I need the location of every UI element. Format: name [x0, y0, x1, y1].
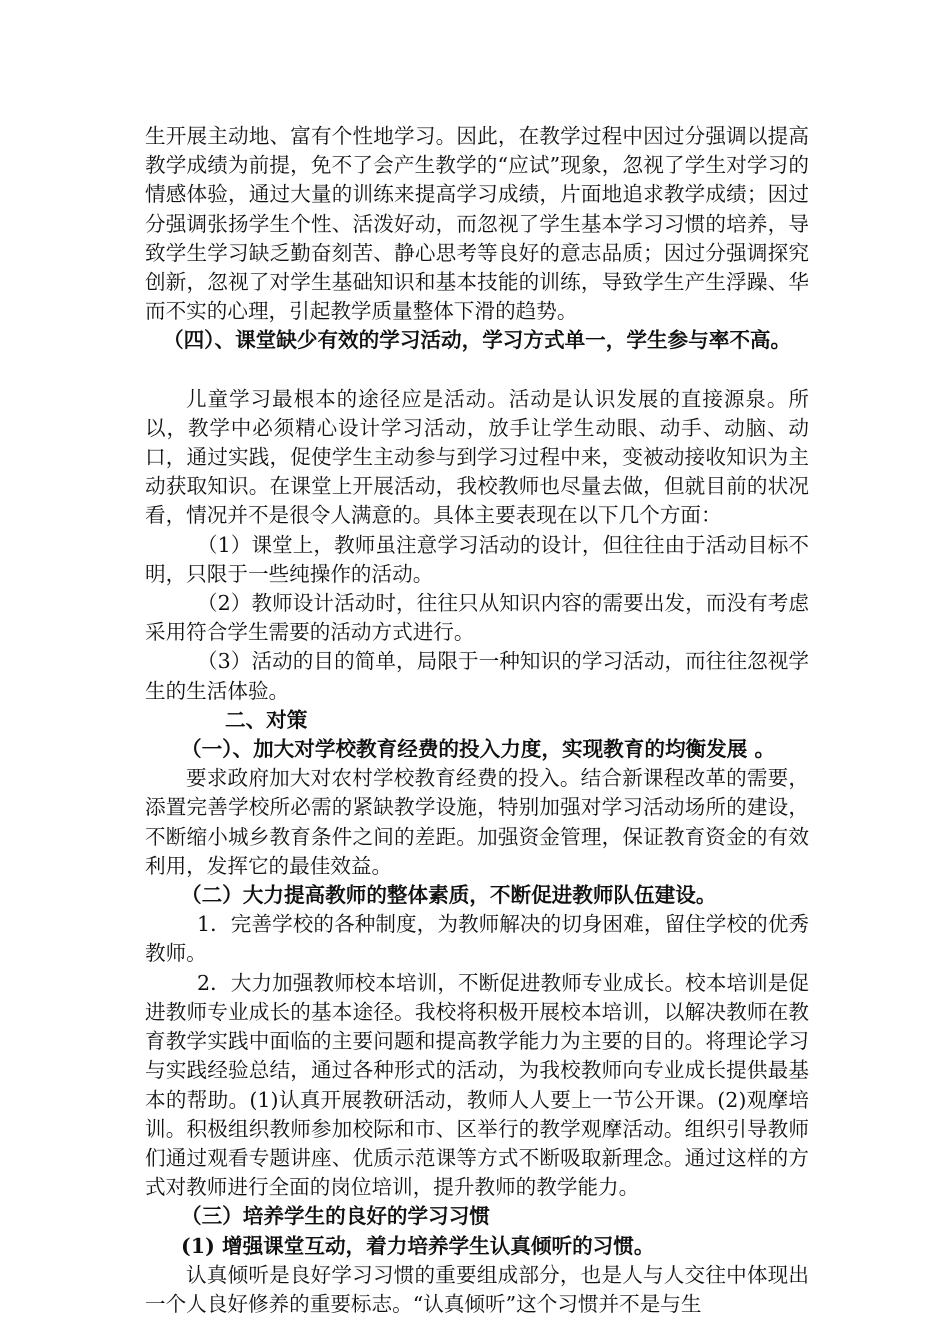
- list-item-2: （2）教师设计活动时，往往只从知识内容的需要出发，而没有考虑采用符合学生需要的活动方式进行。: [145, 591, 809, 645]
- heading-teachers: （二）大力提高教师的整体素质，不断促进教师队伍建设。: [181, 883, 717, 908]
- document-page: [145, 122, 809, 1319]
- paragraph-intro: 生开展主动地、富有个性地学习。因此，在教学过程中因过分强调以提高教学成绩为前提，免不了会产生教学的“应试”现象，忽视了学生对学习的情感体验，通过大量的训练来提高学习成绩，片面地追求教学成绩；因过分强调张扬学生个性、活泼好动，而忽视了学生基本学习习惯的培养，导致学生学习缺乏勤奋刻苦、静心思考等良好的意志品质；因过分强调探究创新，忽视了对学生基础知识和基本技能的训练，导致学生产生浮躁、华而不实的心理，引起教学质量整体下滑的趋势。: [145, 124, 809, 324]
- blank-line: [145, 356, 809, 385]
- paragraph-listening: 认真倾听是良好学习习惯的重要组成部分，也是人与人交往中体现出一个人良好修养的重要标志。“认真倾听”这个习惯并不是与生: [145, 1262, 809, 1316]
- list-item-teachers-2: 2．大力加强教师校本培训，不断促进教师专业成长。校本培训是促进教师专业成长的基本途径。我校将积极开展校本培训，以解决教师在教育教学实践中面临的主要问题和提高教学能力为主要的目的。将理论学习与实践经验总结，通过各种形式的活动，为我校教师向专业成长提供最基本的帮助。(1)认真开展教研活动，教师人人要上一节公开课。(2)观摩培训。积极组织教师参加校际和市、区举行的教学观摩活动。组织引导教师们通过观看专题讲座、优质示范课等方式不断吸取新理念。通过这样的方式对教师进行全面的岗位培训，提升教师的教学能力。: [145, 970, 809, 1200]
- list-item-1: （1）课堂上，教师虽注意学习活动的设计，但往往由于活动目标不明，只限于一些纯操作的活动。: [145, 532, 809, 586]
- subheading-listening: (1) 增强课堂互动，着力培养学生认真倾听的习惯。: [181, 1233, 655, 1258]
- heading-section-4: （四）、课堂缺少有效的学习活动，学习方式单一，学生参与率不高。: [163, 328, 792, 353]
- paragraph-activities: 儿童学习最根本的途径应是活动。活动是认识发展的直接源泉。所以，教学中必须精心设计学习活动，放手让学生动眼、动手、动脑、动口，通过实践，促使学生主动参与到学习过程中来，变被动接收知识为主动获取知识。在课堂上开展活动，我校教师也尽量去做，但就目前的状况看，情况并不是很令人满意的。具体主要表现在以下几个方面：: [145, 386, 809, 528]
- paragraph-funding: 要求政府加大对农村学校教育经费的投入。结合新课程改革的需要，添置完善学校所必需的紧缺教学设施，特别加强对学习活动场所的建设，不断缩小城乡教育条件之间的差距。加强资金管理，保证教育资金的有效利用，发挥它的最佳效益。: [145, 766, 809, 878]
- list-item-3: （3）活动的目的简单，局限于一种知识的学习活动，而往往忽视学生的生活体验。: [145, 649, 809, 703]
- heading-habits: （三）培养学生的良好的学习习惯: [181, 1204, 490, 1229]
- heading-funding: （一）、加大对学校教育经费的投入力度，实现教育的均衡发展 。: [181, 737, 776, 762]
- list-item-teachers-1: 1．完善学校的各种制度，为教师解决的切身困难，留住学校的优秀教师。: [145, 912, 809, 966]
- section-title-countermeasures: 二、对策: [225, 707, 308, 732]
